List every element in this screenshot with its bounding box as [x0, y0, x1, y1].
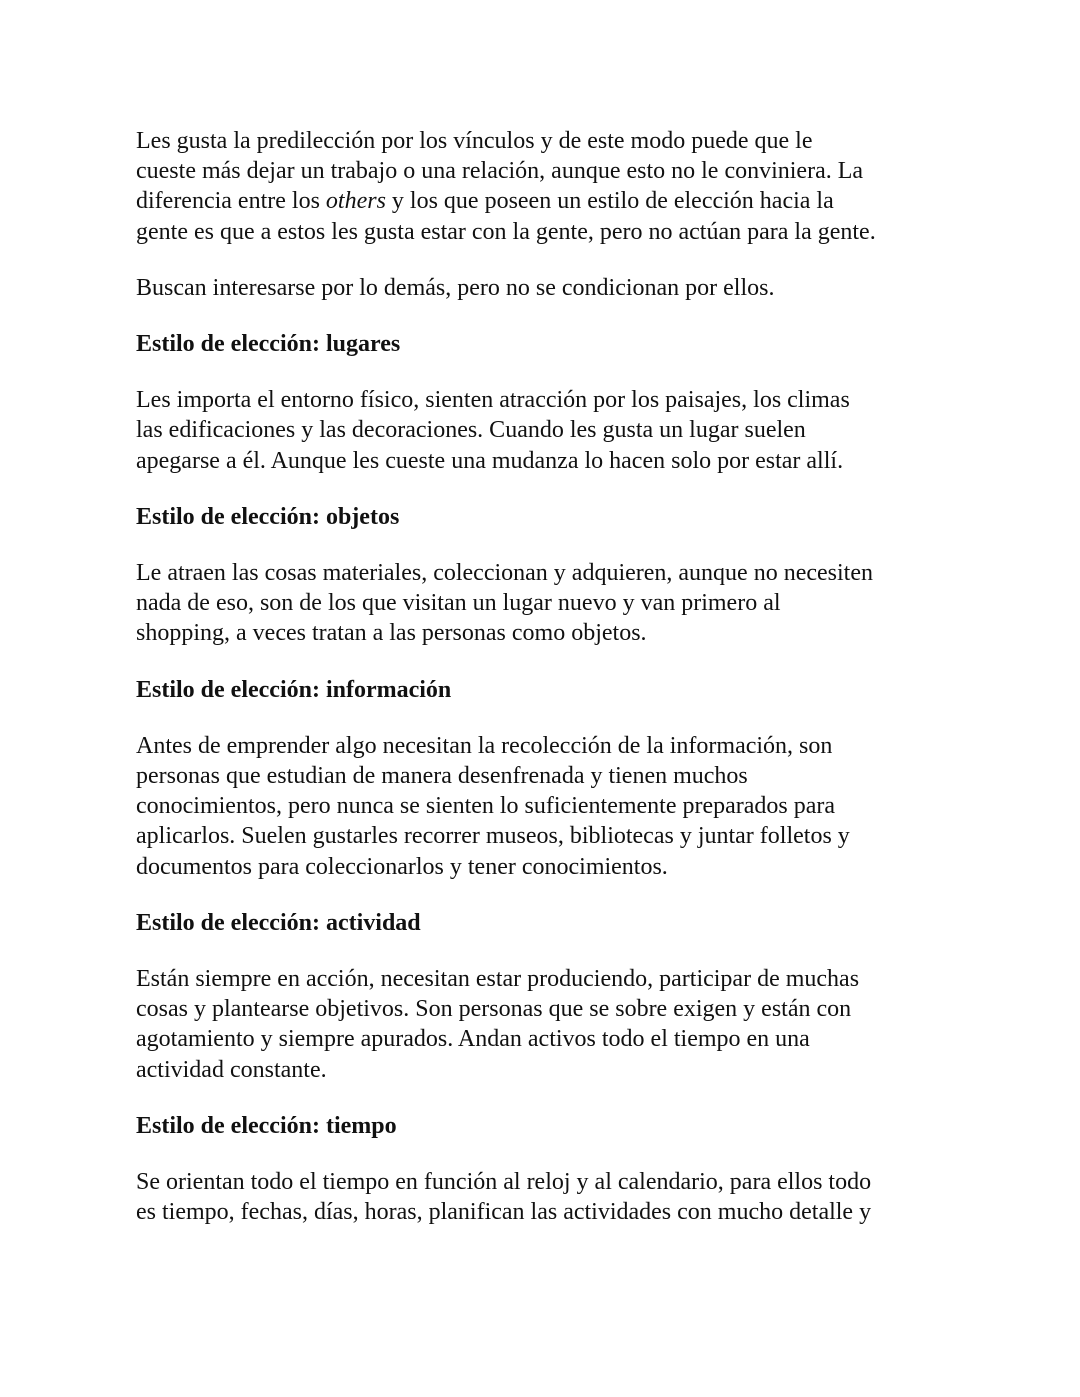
- text-line: cosas y plantearse objetivos. Son personas que se sobre exigen y están con: [136, 996, 852, 1023]
- paragraph-informacion: [136, 731, 956, 882]
- text-line: [136, 186, 956, 216]
- text-line: Le atraen las cosas materiales, coleccionan y adquieren, aunque no necesiten: [136, 560, 873, 587]
- heading-informacion: Estilo de elección: información: [136, 676, 452, 703]
- text-line: es tiempo, fechas, días, horas, planifican las actividades con mucho detalle y: [136, 1199, 872, 1226]
- document-page: [136, 126, 956, 1253]
- text-line: apegarse a él. Aunque les cueste una mudanza lo hacen solo por estar allí.: [136, 447, 844, 474]
- heading-actividad: Estilo de elección: actividad: [136, 909, 421, 936]
- paragraph-tiempo: [136, 1167, 956, 1227]
- text-segment: diferencia entre los: [136, 188, 326, 215]
- text-line: Están siempre en acción, necesitan estar produciendo, participar de muchas: [136, 966, 860, 993]
- text-line: Les importa el entorno físico, sienten atracción por los paisajes, los climas: [136, 387, 850, 414]
- text-line: nada de eso, son de los que visitan un lugar nuevo y van primero al: [136, 590, 781, 617]
- text-line: documentos para coleccionarlos y tener conocimientos.: [136, 853, 668, 880]
- paragraph-actividad: [136, 964, 956, 1085]
- paragraph-objetos: [136, 558, 956, 649]
- text-line: aplicarlos. Suelen gustarles recorrer museos, bibliotecas y juntar folletos y: [136, 823, 850, 850]
- heading-tiempo: Estilo de elección: tiempo: [136, 1112, 397, 1139]
- paragraph-lugares: [136, 385, 956, 476]
- heading-objetos: Estilo de elección: objetos: [136, 503, 400, 530]
- paragraph-vinculos: [136, 126, 956, 247]
- text-line: actividad constante.: [136, 1056, 327, 1083]
- paragraph-interesarse: [136, 273, 956, 303]
- text-line: las edificaciones y las decoraciones. Cuando les gusta un lugar suelen: [136, 417, 806, 444]
- text-line: cueste más dejar un trabajo o una relación, aunque esto no le conviniera. La: [136, 158, 864, 185]
- heading-lugares: Estilo de elección: lugares: [136, 331, 401, 358]
- text-line: agotamiento y siempre apurados. Andan activos todo el tiempo en una: [136, 1026, 810, 1053]
- emphasis-others: others: [325, 188, 386, 215]
- text-line: Antes de emprender algo necesitan la recolección de la información, son: [136, 732, 833, 759]
- text-line: personas que estudian de manera desenfrenada y tienen muchos: [136, 763, 748, 790]
- text-segment: y los que poseen un estilo de elección hacia la: [385, 188, 834, 215]
- text-line: shopping, a veces tratan a las personas como objetos.: [136, 620, 647, 647]
- text-line: Les gusta la predilección por los vínculos y de este modo puede que le: [136, 128, 813, 154]
- text-line: Se orientan todo el tiempo en función al reloj y al calendario, para ellos todo: [136, 1169, 872, 1196]
- text-line: conocimientos, pero nunca se sienten lo suficientemente preparados para: [136, 793, 836, 820]
- text-line: gente es que a estos les gusta estar con la gente, pero no actúan para la gente.: [136, 218, 876, 245]
- text-line: Buscan interesarse por lo demás, pero no se condicionan por ellos.: [136, 274, 775, 301]
